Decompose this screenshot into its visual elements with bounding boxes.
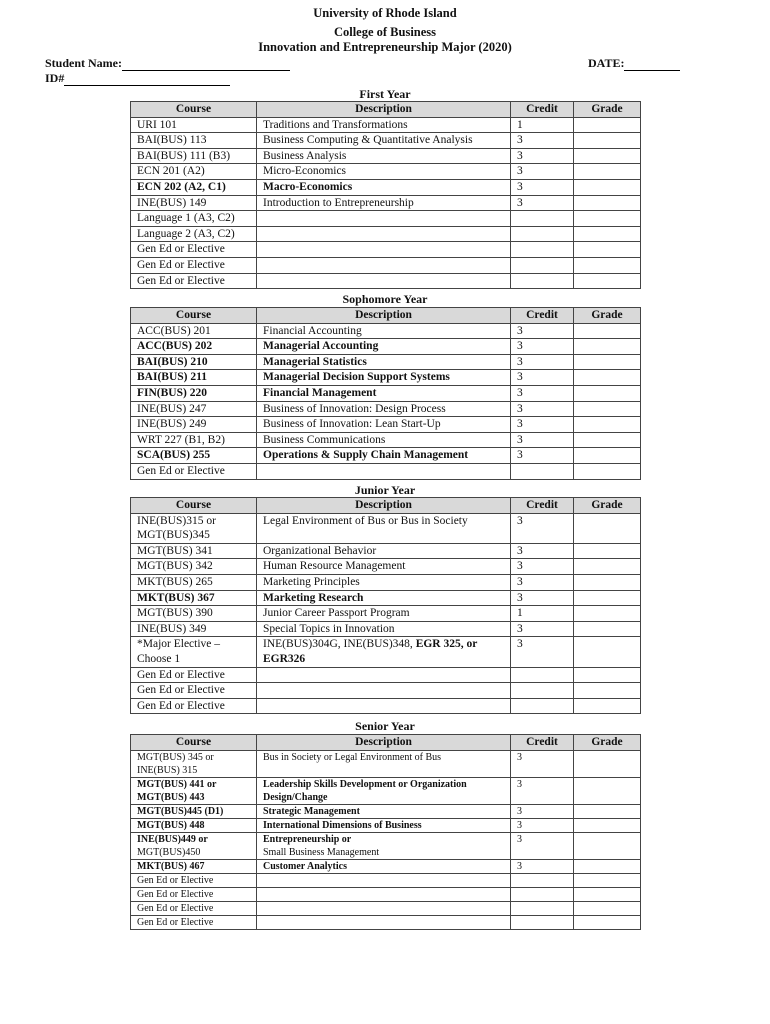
description-cell: Macro-Economics	[257, 179, 511, 195]
table-row	[131, 543, 641, 559]
header-grade: Grade	[574, 308, 641, 324]
course-cell: INE(BUS)449 or MGT(BUS)450	[131, 832, 257, 859]
table-row	[131, 859, 641, 873]
grade-cell[interactable]	[574, 637, 641, 667]
id-label: ID#	[45, 71, 65, 85]
table-row	[131, 559, 641, 575]
major-title: Innovation and Entrepreneurship Major (2020)	[258, 40, 512, 54]
date-line[interactable]	[624, 59, 680, 71]
credit-cell	[511, 915, 574, 929]
table-row	[131, 195, 641, 211]
course-cell: SCA(BUS) 255	[131, 448, 257, 464]
credit-cell: 3	[511, 339, 574, 355]
id-field[interactable]	[45, 71, 230, 86]
description-cell	[257, 226, 511, 242]
description-cell	[257, 887, 511, 901]
description-cell: Business Analysis	[257, 148, 511, 164]
table-row	[131, 683, 641, 699]
course-cell: MKT(BUS) 265	[131, 574, 257, 590]
course-cell: WRT 227 (B1, B2)	[131, 432, 257, 448]
table-header-row	[131, 498, 641, 514]
course-cell: INE(BUS) 247	[131, 401, 257, 417]
credit-cell: 3	[511, 432, 574, 448]
course-cell: MGT(BUS) 390	[131, 606, 257, 622]
course-cell: ACC(BUS) 202	[131, 339, 257, 355]
description-cell: Entrepreneurship or Small Business Management	[257, 832, 511, 859]
table-header-row	[131, 308, 641, 324]
credit-cell	[511, 242, 574, 258]
header-credit: Credit	[511, 735, 574, 751]
grade-cell[interactable]	[574, 164, 641, 180]
description-cell: INE(BUS)304G, INE(BUS)348, EGR 325, or EGR326	[257, 637, 511, 667]
course-cell: MGT(BUS) 448	[131, 818, 257, 832]
grade-cell[interactable]	[574, 574, 641, 590]
grade-cell[interactable]	[574, 401, 641, 417]
header-description: Description	[257, 308, 511, 324]
table-row	[131, 432, 641, 448]
course-cell: Gen Ed or Elective	[131, 463, 257, 479]
table-row	[131, 133, 641, 149]
description-cell: Marketing Research	[257, 590, 511, 606]
credit-cell	[511, 873, 574, 887]
course-cell: MKT(BUS) 467	[131, 859, 257, 873]
grade-cell[interactable]	[574, 117, 641, 133]
header-credit: Credit	[511, 308, 574, 324]
table-row	[131, 887, 641, 901]
course-cell: INE(BUS) 349	[131, 621, 257, 637]
grade-cell[interactable]	[574, 873, 641, 887]
grade-cell[interactable]	[574, 777, 641, 804]
course-cell: MGT(BUS)445 (D1)	[131, 804, 257, 818]
credit-cell: 3	[511, 164, 574, 180]
course-cell: ACC(BUS) 201	[131, 323, 257, 339]
credit-cell: 3	[511, 417, 574, 433]
course-cell: Gen Ed or Elective	[131, 873, 257, 887]
credit-cell	[511, 887, 574, 901]
course-cell: Gen Ed or Elective	[131, 667, 257, 683]
credit-cell: 3	[511, 832, 574, 859]
description-cell: Legal Environment of Bus or Bus in Society	[257, 513, 511, 543]
grade-cell[interactable]	[574, 417, 641, 433]
table-row	[131, 873, 641, 887]
course-cell: BAI(BUS) 113	[131, 133, 257, 149]
credit-cell	[511, 273, 574, 289]
table-row	[131, 211, 641, 227]
credit-cell: 3	[511, 543, 574, 559]
course-cell: URI 101	[131, 117, 257, 133]
course-cell: Gen Ed or Elective	[131, 242, 257, 258]
credit-cell: 3	[511, 385, 574, 401]
college-title: College of Business	[333, 25, 437, 39]
grade-cell[interactable]	[574, 667, 641, 683]
table-row	[131, 637, 641, 667]
header-description: Description	[257, 102, 511, 118]
course-cell: *Major Elective – Choose 1	[131, 637, 257, 667]
grade-cell[interactable]	[574, 226, 641, 242]
junior-year-table	[130, 497, 641, 714]
table-row	[131, 448, 641, 464]
course-cell: BAI(BUS) 111 (B3)	[131, 148, 257, 164]
credit-cell: 3	[511, 621, 574, 637]
header-description: Description	[257, 498, 511, 514]
credit-cell: 3	[511, 370, 574, 386]
credit-cell	[511, 463, 574, 479]
credit-cell: 3	[511, 195, 574, 211]
description-cell: International Dimensions of Business	[257, 818, 511, 832]
first-year-table	[130, 101, 641, 289]
course-cell: Gen Ed or Elective	[131, 887, 257, 901]
student-name-field[interactable]	[45, 56, 290, 71]
description-cell	[257, 667, 511, 683]
course-cell: INE(BUS)315 or MGT(BUS)345	[131, 513, 257, 543]
credit-cell: 3	[511, 133, 574, 149]
description-cell	[257, 463, 511, 479]
grade-cell[interactable]	[574, 211, 641, 227]
description-cell: Customer Analytics	[257, 859, 511, 873]
table-header-row	[131, 735, 641, 751]
header-description: Description	[257, 735, 511, 751]
header-course: Course	[131, 308, 257, 324]
description-cell: Special Topics in Innovation	[257, 621, 511, 637]
header-grade: Grade	[574, 102, 641, 118]
credit-cell	[511, 901, 574, 915]
table-row	[131, 339, 641, 355]
course-cell: ECN 201 (A2)	[131, 164, 257, 180]
description-cell: Business of Innovation: Design Process	[257, 401, 511, 417]
description-cell	[257, 211, 511, 227]
credit-cell: 3	[511, 354, 574, 370]
grade-cell[interactable]	[574, 887, 641, 901]
course-cell: ECN 202 (A2, C1)	[131, 179, 257, 195]
header-course: Course	[131, 102, 257, 118]
grade-cell[interactable]	[574, 195, 641, 211]
course-cell: MKT(BUS) 367	[131, 590, 257, 606]
credit-cell: 3	[511, 323, 574, 339]
date-label: DATE:	[588, 56, 625, 70]
grade-cell[interactable]	[574, 859, 641, 873]
credit-cell	[511, 667, 574, 683]
course-cell: Gen Ed or Elective	[131, 698, 257, 714]
description-cell: Marketing Principles	[257, 574, 511, 590]
credit-cell	[511, 698, 574, 714]
description-cell: Organizational Behavior	[257, 543, 511, 559]
grade-cell[interactable]	[574, 385, 641, 401]
grade-cell[interactable]	[574, 559, 641, 575]
grade-cell[interactable]	[574, 448, 641, 464]
first-year-title: First Year	[359, 87, 411, 101]
grade-cell[interactable]	[574, 606, 641, 622]
junior-year-title: Junior Year	[354, 483, 416, 497]
grade-cell[interactable]	[574, 242, 641, 258]
credit-cell: 1	[511, 606, 574, 622]
sophomore-year-title: Sophomore Year	[342, 292, 428, 306]
description-cell: Managerial Statistics	[257, 354, 511, 370]
table-row	[131, 574, 641, 590]
grade-cell[interactable]	[574, 750, 641, 777]
grade-cell[interactable]	[574, 513, 641, 543]
credit-cell: 3	[511, 574, 574, 590]
course-cell: Gen Ed or Elective	[131, 257, 257, 273]
course-cell: MGT(BUS) 441 or MGT(BUS) 443	[131, 777, 257, 804]
credit-cell: 3	[511, 818, 574, 832]
grade-cell[interactable]	[574, 257, 641, 273]
credit-cell: 3	[511, 590, 574, 606]
sophomore-year-table	[130, 307, 641, 480]
table-row	[131, 226, 641, 242]
description-cell: Leadership Skills Development or Organization Design/Change	[257, 777, 511, 804]
description-cell	[257, 901, 511, 915]
student-name-line[interactable]	[122, 59, 290, 71]
description-cell: Human Resource Management	[257, 559, 511, 575]
date-field[interactable]	[588, 56, 680, 71]
table-row	[131, 590, 641, 606]
credit-cell: 3	[511, 637, 574, 667]
grade-cell[interactable]	[574, 370, 641, 386]
table-row	[131, 417, 641, 433]
credit-cell: 3	[511, 804, 574, 818]
description-cell	[257, 242, 511, 258]
description-cell	[257, 915, 511, 929]
grade-cell[interactable]	[574, 698, 641, 714]
course-cell: BAI(BUS) 211	[131, 370, 257, 386]
table-header-row	[131, 102, 641, 118]
table-row	[131, 915, 641, 929]
grade-cell[interactable]	[574, 323, 641, 339]
description-cell: Managerial Decision Support Systems	[257, 370, 511, 386]
description-cell: Strategic Management	[257, 804, 511, 818]
table-row	[131, 370, 641, 386]
grade-cell[interactable]	[574, 432, 641, 448]
table-row	[131, 777, 641, 804]
table-row	[131, 148, 641, 164]
id-line[interactable]	[64, 74, 230, 86]
table-row	[131, 164, 641, 180]
table-row	[131, 513, 641, 543]
table-row	[131, 323, 641, 339]
credit-cell	[511, 257, 574, 273]
grade-cell[interactable]	[574, 463, 641, 479]
grade-cell[interactable]	[574, 621, 641, 637]
table-row	[131, 832, 641, 859]
course-cell: INE(BUS) 149	[131, 195, 257, 211]
table-row	[131, 242, 641, 258]
course-cell: Gen Ed or Elective	[131, 915, 257, 929]
course-cell: Language 1 (A3, C2)	[131, 211, 257, 227]
grade-cell[interactable]	[574, 543, 641, 559]
description-cell	[257, 683, 511, 699]
credit-cell: 1	[511, 117, 574, 133]
description-cell: Business Communications	[257, 432, 511, 448]
credit-cell: 3	[511, 148, 574, 164]
course-cell: MGT(BUS) 342	[131, 559, 257, 575]
course-cell: INE(BUS) 249	[131, 417, 257, 433]
header-course: Course	[131, 498, 257, 514]
table-row	[131, 750, 641, 777]
description-cell	[257, 257, 511, 273]
table-row	[131, 698, 641, 714]
description-cell: Bus in Society or Legal Environment of Bus	[257, 750, 511, 777]
grade-cell[interactable]	[574, 354, 641, 370]
grade-cell[interactable]	[574, 133, 641, 149]
header-grade: Grade	[574, 735, 641, 751]
credit-cell: 3	[511, 559, 574, 575]
description-cell: Introduction to Entrepreneurship	[257, 195, 511, 211]
table-row	[131, 818, 641, 832]
description-cell: Operations & Supply Chain Management	[257, 448, 511, 464]
table-row	[131, 385, 641, 401]
senior-year-table	[130, 734, 641, 930]
table-row	[131, 257, 641, 273]
grade-cell[interactable]	[574, 339, 641, 355]
table-row	[131, 606, 641, 622]
student-name-label: Student Name:	[45, 56, 122, 70]
table-row	[131, 354, 641, 370]
table-row	[131, 273, 641, 289]
credit-cell: 3	[511, 401, 574, 417]
course-cell: Gen Ed or Elective	[131, 683, 257, 699]
table-row	[131, 901, 641, 915]
course-cell: Language 2 (A3, C2)	[131, 226, 257, 242]
grade-cell[interactable]	[574, 818, 641, 832]
grade-cell[interactable]	[574, 179, 641, 195]
grade-cell[interactable]	[574, 832, 641, 859]
course-cell: Gen Ed or Elective	[131, 273, 257, 289]
table-row	[131, 179, 641, 195]
grade-cell[interactable]	[574, 915, 641, 929]
grade-cell[interactable]	[574, 901, 641, 915]
university-title: University of Rhode Island	[313, 6, 457, 20]
credit-cell: 3	[511, 777, 574, 804]
credit-cell: 3	[511, 859, 574, 873]
description-cell: Financial Accounting	[257, 323, 511, 339]
header-credit: Credit	[511, 102, 574, 118]
credit-cell	[511, 211, 574, 227]
table-row	[131, 463, 641, 479]
description-cell: Junior Career Passport Program	[257, 606, 511, 622]
header-course: Course	[131, 735, 257, 751]
course-cell: MGT(BUS) 341	[131, 543, 257, 559]
header-credit: Credit	[511, 498, 574, 514]
description-cell: Traditions and Transformations	[257, 117, 511, 133]
description-cell	[257, 273, 511, 289]
course-cell: FIN(BUS) 220	[131, 385, 257, 401]
description-cell: Micro-Economics	[257, 164, 511, 180]
grade-cell[interactable]	[574, 148, 641, 164]
grade-cell[interactable]	[574, 273, 641, 289]
grade-cell[interactable]	[574, 683, 641, 699]
description-cell: Managerial Accounting	[257, 339, 511, 355]
credit-cell: 3	[511, 513, 574, 543]
course-cell: BAI(BUS) 210	[131, 354, 257, 370]
description-cell	[257, 698, 511, 714]
senior-year-title: Senior Year	[355, 719, 415, 733]
credit-cell	[511, 226, 574, 242]
header-grade: Grade	[574, 498, 641, 514]
credit-cell: 3	[511, 448, 574, 464]
description-cell: Business Computing & Quantitative Analysis	[257, 133, 511, 149]
grade-cell[interactable]	[574, 804, 641, 818]
credit-cell	[511, 683, 574, 699]
table-row	[131, 667, 641, 683]
description-cell	[257, 873, 511, 887]
description-cell: Financial Management	[257, 385, 511, 401]
description-cell: Business of Innovation: Lean Start-Up	[257, 417, 511, 433]
grade-cell[interactable]	[574, 590, 641, 606]
table-row	[131, 401, 641, 417]
course-cell: MGT(BUS) 345 or INE(BUS) 315	[131, 750, 257, 777]
credit-cell: 3	[511, 179, 574, 195]
table-row	[131, 117, 641, 133]
credit-cell: 3	[511, 750, 574, 777]
course-cell: Gen Ed or Elective	[131, 901, 257, 915]
table-row	[131, 804, 641, 818]
table-row	[131, 621, 641, 637]
